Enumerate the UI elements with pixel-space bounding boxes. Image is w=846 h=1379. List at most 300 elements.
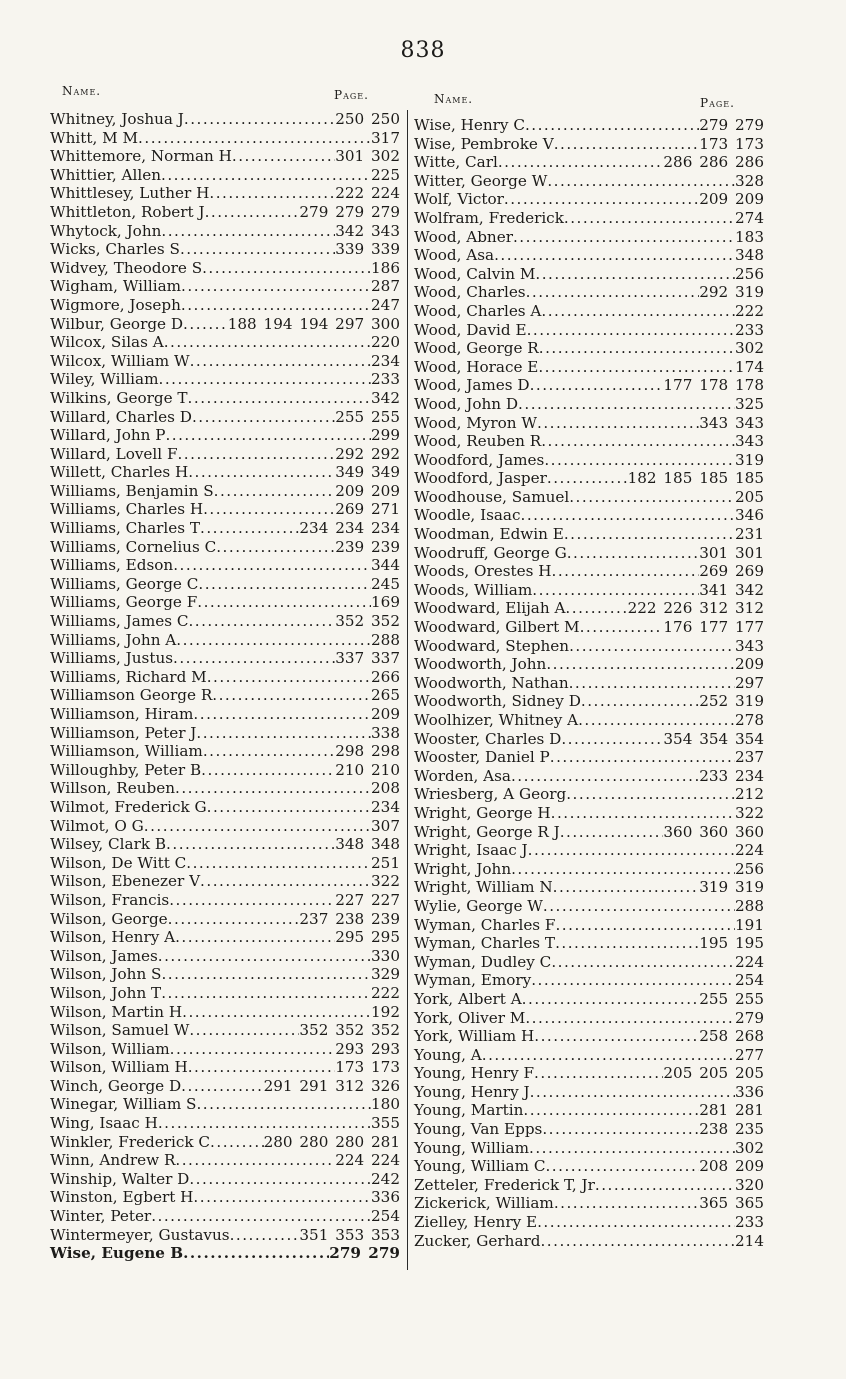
dot-leader — [181, 1077, 263, 1096]
index-entry — [414, 469, 764, 488]
entry-name: Williamson, William — [50, 742, 203, 761]
entry-pages: 338 — [371, 723, 400, 742]
entry-pages: 343 — [735, 636, 764, 655]
entry-pages: 319 — [735, 450, 764, 469]
entry-name: Wilson, William — [50, 1039, 170, 1058]
entry-pages: 281 281 — [699, 1101, 764, 1120]
entry-name: Winship, Walter D — [50, 1169, 190, 1188]
entry-name: Wigmore, Joseph — [50, 295, 181, 314]
dot-leader — [535, 265, 735, 284]
entry-pages: 234 234 234 — [299, 519, 400, 538]
entry-name: Wise, Eugene B — [50, 1244, 184, 1263]
entry-pages: 222 — [371, 983, 400, 1002]
dot-leader — [180, 240, 335, 259]
entry-pages: 208 — [371, 779, 400, 798]
index-entry — [414, 841, 764, 860]
entry-pages: 237 — [735, 748, 764, 767]
entry-name: Wright, George R J — [414, 822, 560, 841]
dot-leader — [161, 984, 371, 1003]
entry-name: Wintermeyer, Gustavus — [50, 1225, 230, 1244]
dot-leader — [569, 488, 735, 507]
entry-name: Wooster, Charles D — [414, 729, 562, 748]
left-page-header: Page. — [334, 88, 369, 102]
entry-pages: 188 194 194 297 300 — [227, 314, 400, 333]
entry-pages: 245 — [371, 574, 400, 593]
index-entry — [50, 110, 400, 129]
entry-pages: 344 — [371, 556, 400, 575]
entry-name: Witte, Carl — [414, 153, 498, 172]
index-entry — [414, 1101, 764, 1120]
dot-leader — [173, 556, 371, 575]
entry-pages: 234 — [371, 797, 400, 816]
index-entry — [414, 674, 764, 693]
index-entry — [50, 556, 400, 575]
index-entry — [414, 897, 764, 916]
entry-pages: 278 — [735, 711, 764, 729]
dot-leader — [564, 209, 735, 228]
index-entry — [414, 878, 764, 897]
entry-name: Young, William C — [414, 1157, 546, 1176]
entry-name: Williams, Justus — [50, 649, 174, 668]
index-entry — [50, 1040, 400, 1059]
dot-leader — [542, 1120, 699, 1139]
entry-pages: 222 — [735, 301, 764, 320]
entry-pages: 183 — [735, 227, 764, 246]
entry-name: Wilson, Ebenezer V — [50, 872, 201, 891]
entry-pages: 354 354 354 — [663, 729, 764, 748]
entry-pages: 279 279 — [329, 1244, 400, 1263]
entry-name: Williams, John A — [50, 630, 177, 649]
entry-pages: 293 293 — [335, 1039, 400, 1058]
dot-leader — [511, 767, 699, 786]
entry-name: Wright, John — [414, 859, 512, 878]
entry-pages: 365 365 — [699, 1194, 764, 1213]
dot-leader — [527, 321, 735, 340]
entry-name: Wyman, Charles F — [414, 915, 556, 934]
entry-name: Wilson, John T — [50, 983, 162, 1002]
dot-leader — [198, 575, 371, 594]
dot-leader — [164, 333, 371, 352]
index-entry — [414, 395, 764, 414]
dot-leader — [170, 1040, 336, 1059]
entry-name: Wilkins, George T — [50, 388, 188, 407]
dot-leader — [566, 785, 735, 804]
entry-pages: 227 227 — [335, 890, 400, 909]
entry-pages: 346 — [735, 506, 764, 525]
entry-pages: 173 173 — [335, 1058, 400, 1077]
entry-pages: 233 — [735, 1213, 764, 1232]
dot-leader — [541, 302, 735, 321]
index-entry — [414, 209, 764, 228]
index-entry — [50, 891, 400, 910]
entry-pages: 176 177 177 — [663, 618, 764, 637]
dot-leader — [189, 1170, 371, 1189]
entry-pages: 336 — [735, 1082, 764, 1101]
index-entry — [50, 593, 400, 612]
index-entry — [414, 655, 764, 674]
entry-name: Williamson George R — [50, 686, 213, 705]
entry-pages: 256 — [735, 264, 764, 283]
index-entry — [50, 1095, 400, 1114]
index-entry — [414, 767, 764, 786]
left-index-column — [50, 110, 400, 1263]
dot-leader — [521, 506, 736, 525]
entry-name: Zucker, Gerhard — [414, 1231, 541, 1250]
dot-leader — [560, 823, 664, 842]
dot-leader — [183, 1244, 329, 1263]
entry-pages: 355 — [371, 1114, 400, 1133]
entry-name: Wood, Calvin M — [414, 264, 536, 283]
index-entry — [50, 408, 400, 427]
index-entry — [414, 823, 764, 842]
entry-pages: 288 — [735, 896, 764, 915]
index-entry — [414, 190, 764, 209]
entry-name: Williams, George C — [50, 574, 199, 593]
entry-pages: 239 239 — [335, 537, 400, 556]
entry-name: Wood, David E — [414, 320, 527, 339]
entry-name: Wyman, Emory — [414, 971, 532, 990]
entry-name: Wilson, John S — [50, 965, 162, 984]
entry-pages: 288 — [371, 630, 400, 649]
entry-pages: 250 250 — [335, 110, 400, 128]
index-entry — [414, 785, 764, 804]
entry-pages: 222 224 — [335, 184, 400, 203]
index-entry — [50, 445, 400, 464]
dot-leader — [201, 761, 335, 780]
index-entry — [50, 240, 400, 259]
entry-name: Williamson, Hiram — [50, 705, 194, 723]
entry-pages: 237 238 239 — [299, 909, 400, 928]
entry-name: Wood, Horace E — [414, 357, 539, 376]
index-entry — [50, 1058, 400, 1077]
dot-leader — [165, 426, 371, 445]
entry-name: Wood, Myron W — [414, 413, 537, 432]
index-entry — [414, 135, 764, 154]
dot-leader — [511, 860, 735, 879]
index-entry — [414, 599, 764, 618]
entry-name: Wilson, Martin H — [50, 1002, 183, 1021]
entry-name: Willoughby, Peter B — [50, 760, 202, 779]
dot-leader — [544, 451, 735, 470]
dot-leader — [578, 711, 735, 730]
entry-name: Young, Henry J — [414, 1082, 530, 1101]
dot-leader — [202, 259, 371, 278]
entry-pages: 224 224 — [335, 1151, 400, 1170]
entry-pages: 208 209 — [699, 1157, 764, 1176]
entry-name: Wise, Henry C — [414, 116, 525, 134]
column-divider — [407, 110, 408, 1270]
index-entry — [50, 984, 400, 1003]
dot-leader — [188, 389, 371, 408]
entry-name: Williams, Cornelius C — [50, 537, 217, 556]
entry-pages: 330 — [371, 946, 400, 965]
entry-name: Wood, Abner — [414, 227, 513, 246]
dot-leader — [498, 153, 664, 172]
index-entry — [414, 451, 764, 470]
entry-name: Wilmot, O G — [50, 816, 144, 835]
entry-pages: 209 209 — [699, 190, 764, 209]
index-entry — [50, 1114, 400, 1133]
entry-name: Woodward, Elijah A — [414, 599, 566, 618]
entry-name: Wilson, Henry A — [50, 928, 176, 947]
index-entry — [414, 283, 764, 302]
dot-leader — [214, 482, 336, 501]
entry-pages: 222 226 312 312 — [627, 599, 764, 618]
index-entry — [414, 339, 764, 358]
right-page-header: Page. — [700, 96, 735, 110]
dot-leader — [161, 166, 371, 185]
entry-pages: 266 — [371, 667, 400, 686]
entry-name: Wilson, De Witt C — [50, 853, 187, 872]
index-entry — [414, 172, 764, 191]
entry-pages: 191 — [735, 915, 764, 934]
index-entry — [414, 637, 764, 656]
entry-name: Zickerick, William — [414, 1194, 554, 1213]
index-entry — [414, 153, 764, 172]
index-entry — [414, 1064, 764, 1083]
entry-name: Young, Henry F — [414, 1064, 535, 1083]
entry-pages: 233 234 — [699, 766, 764, 785]
index-entry — [50, 705, 400, 724]
index-entry — [414, 414, 764, 433]
dot-leader — [232, 147, 335, 166]
dot-leader — [196, 724, 371, 743]
entry-pages: 169 — [371, 593, 400, 612]
entry-pages: 210 210 — [335, 760, 400, 779]
dot-leader — [177, 445, 335, 464]
dot-leader — [554, 135, 700, 154]
entry-name: Wriesberg, A Georg — [414, 785, 567, 804]
dot-leader — [540, 1232, 735, 1251]
index-entry — [414, 116, 764, 135]
entry-pages: 180 — [371, 1095, 400, 1114]
index-entry — [414, 971, 764, 990]
dot-leader — [207, 668, 371, 687]
dot-leader — [203, 742, 335, 761]
dot-leader — [203, 500, 335, 519]
entry-name: Woods, William — [414, 580, 533, 599]
entry-pages: 342 343 — [335, 221, 400, 240]
index-entry — [414, 916, 764, 935]
entry-pages: 195 195 — [699, 934, 764, 953]
dot-leader — [186, 854, 371, 873]
index-entry — [50, 817, 400, 836]
dot-leader — [175, 1151, 335, 1170]
index-entry — [50, 1133, 400, 1152]
entry-name: Williams, Charles T — [50, 519, 200, 538]
index-entry — [414, 376, 764, 395]
index-entry — [414, 990, 764, 1009]
entry-pages: 286 286 286 — [663, 153, 764, 172]
index-entry — [414, 730, 764, 749]
index-entry — [50, 1077, 400, 1096]
entry-name: Wood, John D — [414, 394, 519, 413]
entry-name: Wilsey, Clark B — [50, 835, 167, 854]
dot-leader — [537, 1213, 735, 1232]
entry-name: Woodworth, Sidney D — [414, 692, 581, 711]
entry-name: Wise, Pembroke V — [414, 134, 554, 153]
entry-name: Woodman, Edwin E — [414, 525, 564, 544]
entry-name: Willett, Charles H — [50, 463, 189, 482]
index-entry — [50, 649, 400, 668]
entry-pages: 173 173 — [699, 134, 764, 153]
index-entry — [414, 711, 764, 730]
index-entry — [414, 544, 764, 563]
entry-pages: 292 319 — [699, 283, 764, 302]
entry-pages: 269 269 — [699, 562, 764, 581]
entry-name: York, Albert A — [414, 989, 522, 1008]
entry-pages: 301 301 — [699, 543, 764, 562]
index-entry — [50, 686, 400, 705]
index-entry — [414, 228, 764, 247]
dot-leader — [551, 953, 735, 972]
entry-pages: 205 205 205 — [663, 1064, 764, 1083]
dot-leader — [200, 872, 371, 891]
entry-name: Winegar, William S — [50, 1095, 197, 1114]
dot-leader — [183, 315, 228, 334]
entry-name: Widvey, Theodore S — [50, 258, 203, 277]
dot-leader — [169, 891, 335, 910]
index-entry — [414, 860, 764, 879]
entry-pages: 186 — [371, 258, 400, 277]
entry-name: Wright, Isaac J — [414, 841, 528, 860]
dot-leader — [537, 414, 699, 433]
index-entry — [414, 692, 764, 711]
dot-leader — [561, 730, 663, 749]
entry-pages: 205 — [735, 487, 764, 506]
index-entry — [414, 804, 764, 823]
index-entry — [50, 872, 400, 891]
index-entry — [50, 352, 400, 371]
dot-leader — [543, 897, 735, 916]
entry-pages: 343 343 — [699, 413, 764, 432]
dot-leader — [530, 376, 664, 395]
entry-name: Wicks, Charles S — [50, 240, 180, 259]
entry-pages: 295 295 — [335, 928, 400, 947]
entry-pages: 341 342 — [699, 580, 764, 599]
entry-name: Wilmot, Frederick G — [50, 797, 207, 816]
index-entry — [50, 965, 400, 984]
entry-name: Woodford, Jasper — [414, 469, 547, 488]
dot-leader — [205, 203, 300, 222]
index-entry — [414, 432, 764, 451]
entry-pages: 209 — [371, 705, 400, 723]
entry-pages: 322 — [371, 872, 400, 891]
entry-pages: 258 268 — [699, 1027, 764, 1046]
entry-pages: 252 319 — [699, 692, 764, 711]
entry-name: Whitt, M M — [50, 128, 139, 147]
dot-leader — [530, 1083, 735, 1102]
entry-name: Winston, Egbert H — [50, 1188, 194, 1207]
index-entry — [414, 748, 764, 767]
entry-name: Worden, Asa — [414, 766, 511, 785]
entry-pages: 360 360 360 — [663, 822, 764, 841]
entry-pages: 212 — [735, 785, 764, 804]
entry-name: Willard, Charles D — [50, 407, 192, 426]
index-entry — [50, 296, 400, 315]
entry-pages: 254 — [735, 971, 764, 990]
dot-leader — [564, 525, 735, 544]
entry-pages: 336 — [371, 1188, 400, 1207]
entry-name: Williamson, Peter J — [50, 723, 197, 742]
entry-pages: 299 — [371, 426, 400, 445]
entry-pages: 231 — [735, 525, 764, 544]
entry-name: Wood, Reuben R — [414, 432, 542, 451]
dot-leader — [216, 538, 335, 557]
index-entry — [50, 761, 400, 780]
entry-name: Wood, George R — [414, 339, 539, 358]
index-entry — [50, 1244, 400, 1263]
dot-leader — [565, 599, 627, 618]
index-entry — [50, 668, 400, 687]
entry-pages: 220 — [371, 333, 400, 352]
index-entry — [50, 947, 400, 966]
entry-pages: 265 — [371, 686, 400, 705]
entry-pages: 242 — [371, 1169, 400, 1188]
entry-pages: 348 — [735, 246, 764, 265]
entry-pages: 277 — [735, 1045, 764, 1064]
index-entry — [414, 321, 764, 340]
index-entry — [50, 575, 400, 594]
dot-leader — [504, 190, 699, 209]
dot-leader — [175, 779, 371, 798]
entry-pages: 274 — [735, 208, 764, 227]
entry-name: Young, Martin — [414, 1101, 524, 1120]
entry-name: Wilson, Francis — [50, 890, 170, 909]
entry-pages: 325 — [735, 394, 764, 413]
index-entry — [414, 581, 764, 600]
dot-leader — [176, 631, 371, 650]
dot-leader — [539, 339, 735, 358]
entry-pages: 256 — [735, 859, 764, 878]
index-entry — [414, 1139, 764, 1158]
index-entry — [50, 854, 400, 873]
dot-leader — [569, 674, 735, 693]
left-name-header: Name. — [62, 84, 102, 98]
entry-name: Wyman, Charles T — [414, 934, 556, 953]
index-entry — [50, 389, 400, 408]
dot-leader — [189, 1021, 299, 1040]
entry-name: Wylie, George W — [414, 896, 543, 915]
entry-name: Woodward, Gilbert M — [414, 618, 580, 637]
dot-leader — [482, 1046, 735, 1065]
entry-name: Whitney, Joshua J — [50, 110, 184, 128]
entry-name: Whytock, John — [50, 221, 162, 240]
index-entry — [50, 779, 400, 798]
entry-pages: 247 — [371, 295, 400, 314]
entry-name: Wood, Charles A — [414, 301, 542, 320]
dot-leader — [528, 841, 735, 860]
dot-leader — [546, 655, 735, 674]
entry-name: Zielley, Henry E — [414, 1213, 538, 1232]
index-entry — [414, 934, 764, 953]
entry-name: Wilson, George — [50, 909, 168, 928]
index-entry — [50, 1021, 400, 1040]
index-entry — [414, 1194, 764, 1213]
entry-name: Wright, George H — [414, 803, 551, 822]
index-entry — [50, 835, 400, 854]
index-entry — [50, 742, 400, 761]
dot-leader — [534, 1027, 699, 1046]
dot-leader — [210, 1133, 264, 1152]
entry-pages: 349 349 — [335, 463, 400, 482]
dot-leader — [534, 1064, 663, 1083]
index-entry — [414, 358, 764, 377]
index-entry — [414, 1157, 764, 1176]
dot-leader — [188, 463, 335, 482]
entry-name: Winch, George D — [50, 1076, 182, 1095]
dot-leader — [494, 246, 735, 265]
